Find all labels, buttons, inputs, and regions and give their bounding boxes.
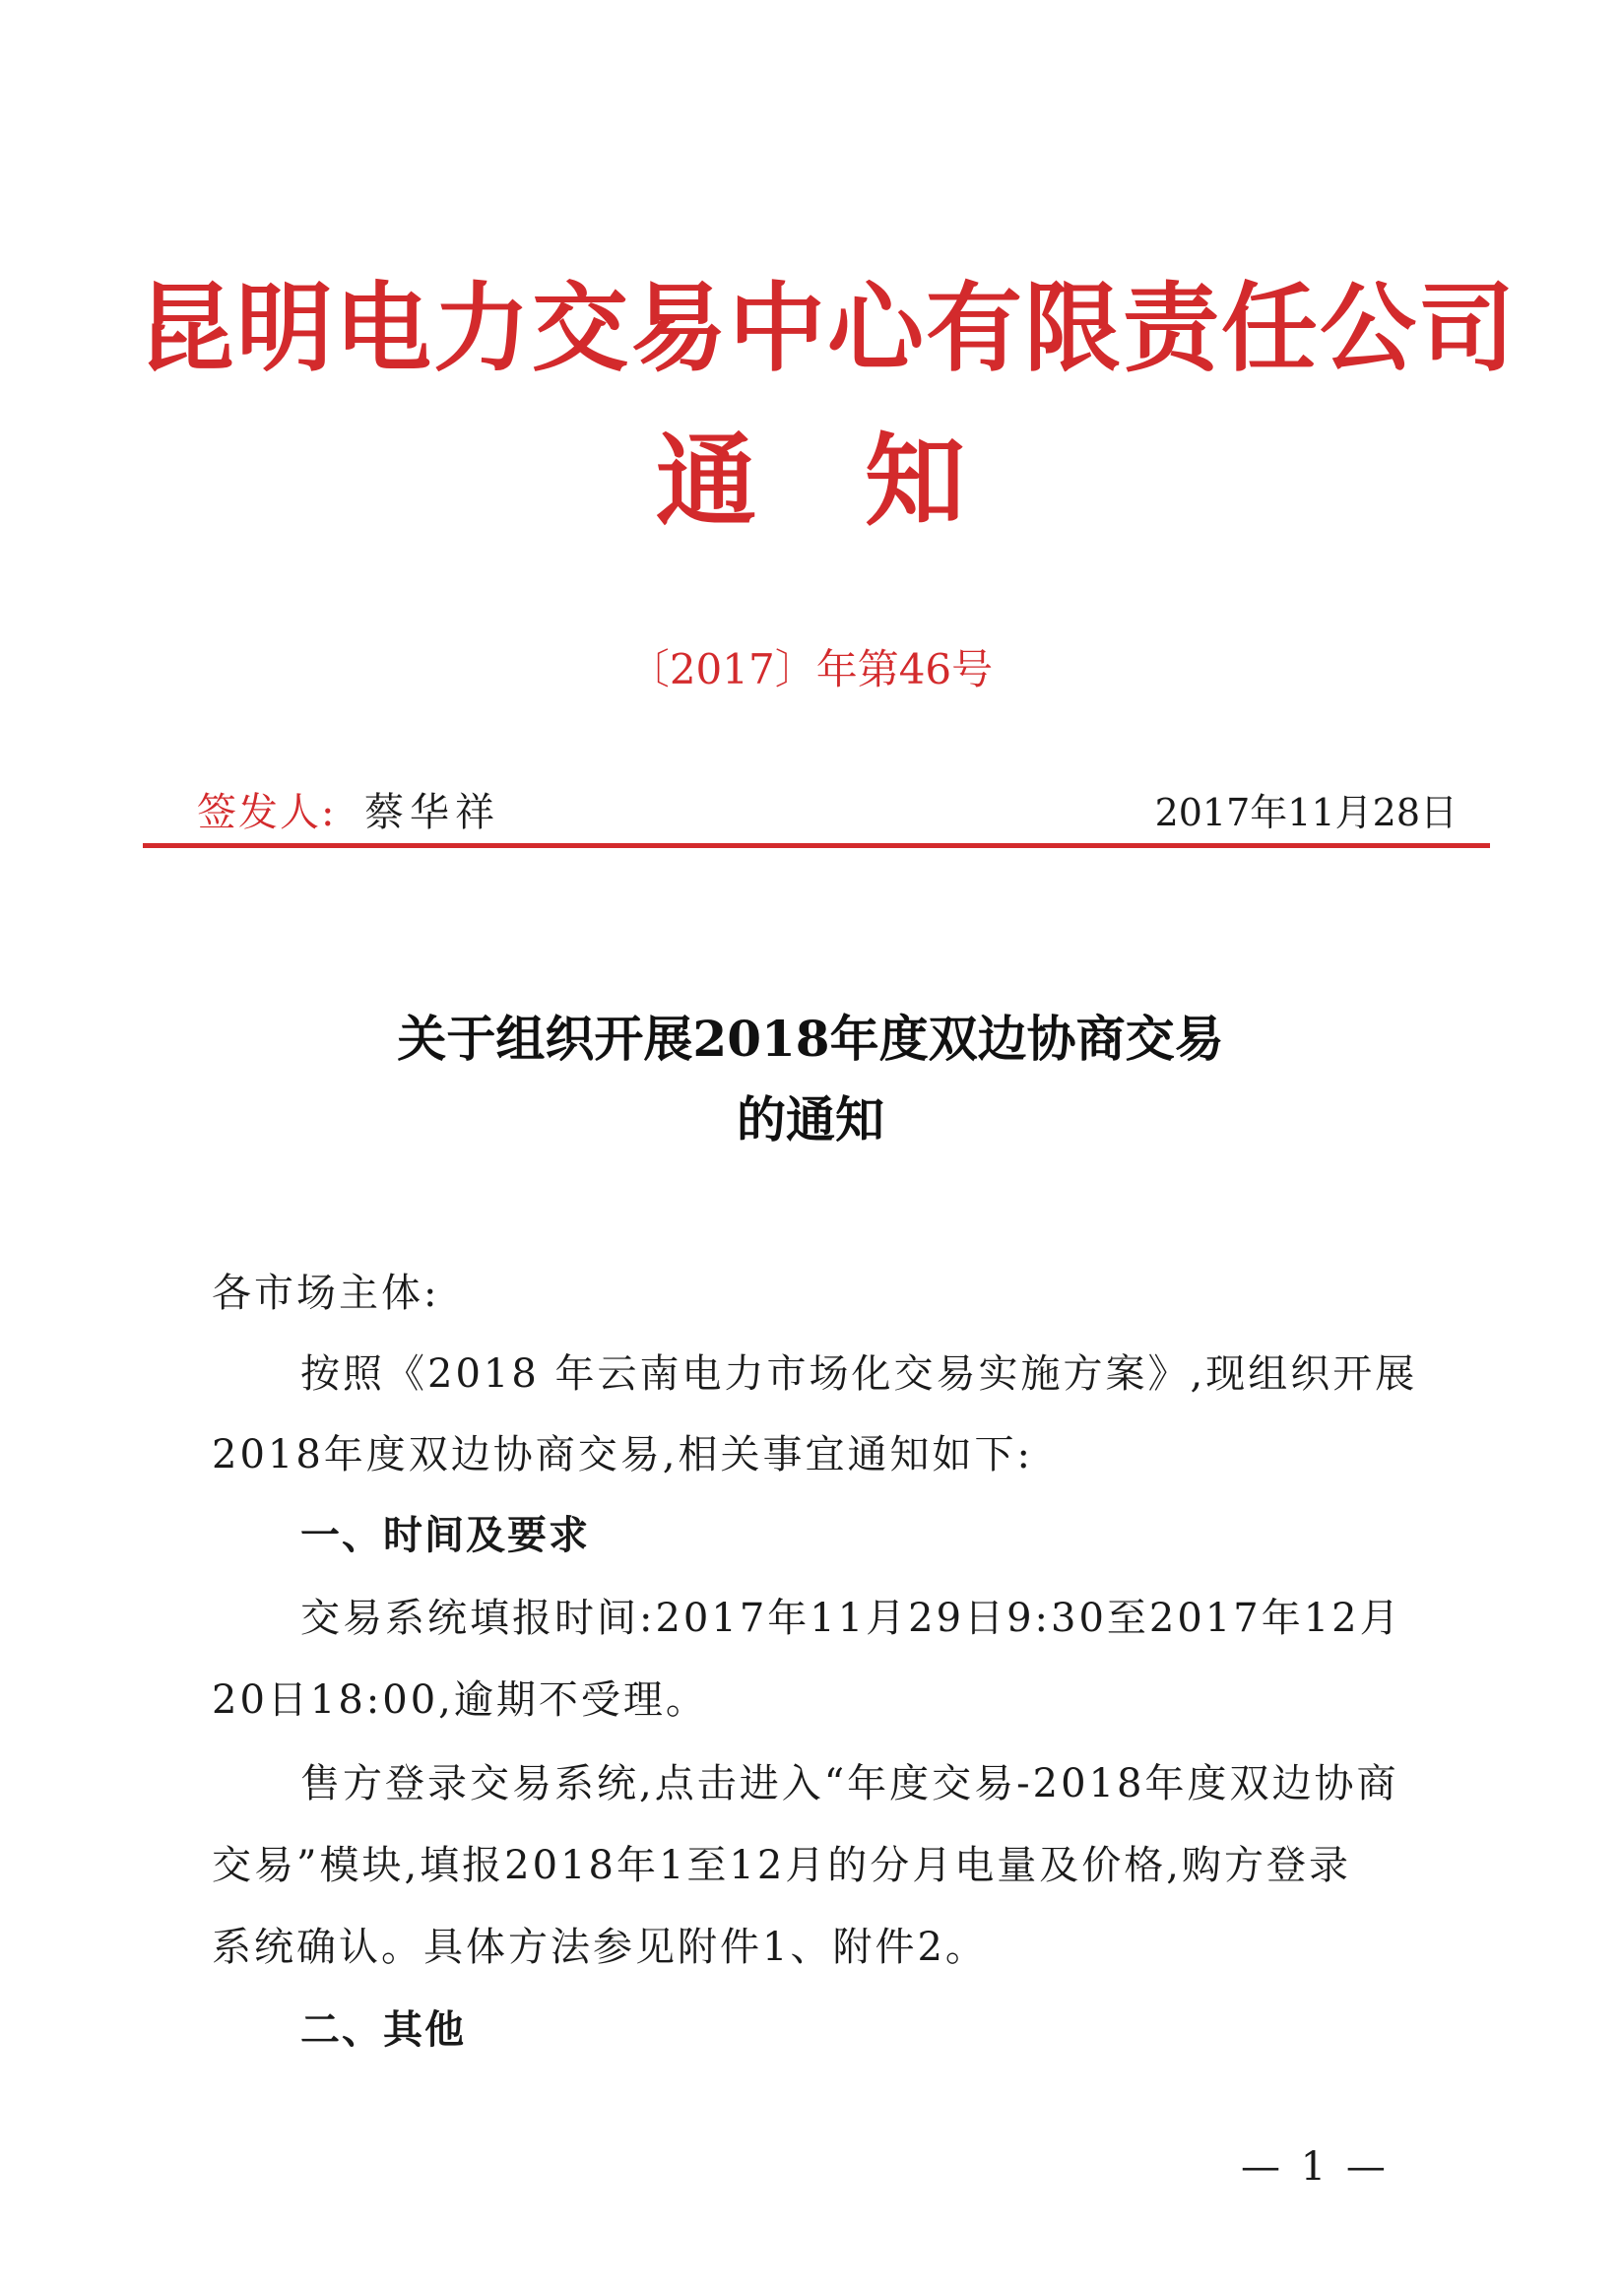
intro-line-1: 按照《2018 年云南电力市场化交易实施方案》,现组织开展 [300, 1351, 1418, 1397]
issue-date: 2017年11月28日 [1154, 791, 1458, 834]
intro-line-2: 2018年度双边协商交易,相关事宜通知如下: [212, 1432, 1033, 1477]
issuer-name: 蔡华祥 [364, 790, 500, 835]
org-title: 昆明电力交易中心有限责任公司 [138, 273, 1518, 385]
section-1-line-2: 20日18:00,逾期不受理。 [212, 1677, 708, 1723]
document-title-line1: 关于组织开展2018年度双边协商交易 [397, 1010, 1224, 1068]
section-1-line-4: 交易”模块,填报2018年1至12月的分月电量及价格,购方登录 [212, 1843, 1352, 1888]
page-number: — 1 — [1241, 2144, 1390, 2190]
document-title-line2: 的通知 [737, 1090, 884, 1148]
section-1-line-3: 售方登录交易系统,点击进入“年度交易-2018年度双边协商 [300, 1761, 1399, 1806]
issuer-label: 签发人: [197, 790, 337, 835]
red-divider [143, 843, 1490, 848]
notice-word: 通知 [656, 424, 1073, 541]
section-2-heading: 二、其他 [300, 2007, 466, 2053]
doc-number: 〔2017〕年第46号 [627, 645, 994, 693]
section-1-line-1: 交易系统填报时间:2017年11月29日9:30至2017年12月 [300, 1596, 1402, 1641]
issuer-row [197, 783, 1458, 842]
salutation: 各市场主体: [212, 1271, 440, 1316]
section-1-line-5: 系统确认。具体方法参见附件1、附件2。 [212, 1925, 988, 1970]
section-1-heading: 一、时间及要求 [300, 1513, 590, 1558]
